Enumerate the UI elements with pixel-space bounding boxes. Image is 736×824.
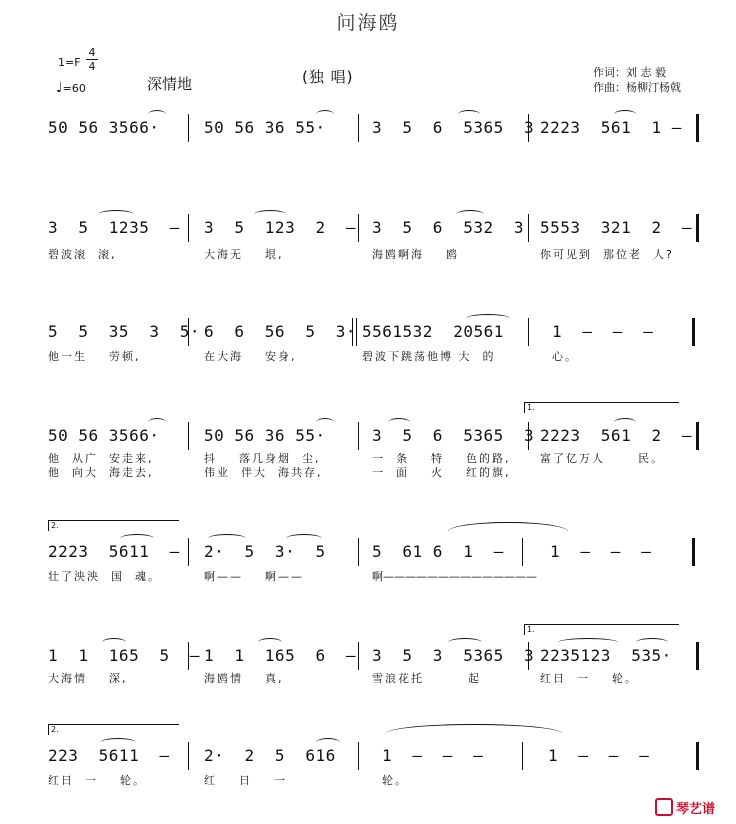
barline-end — [696, 742, 699, 770]
tempo-value: =60 — [62, 82, 86, 95]
measure: 3 5 1235 – — [48, 218, 180, 237]
composer-credit: 作曲：杨柳汀杨戟 — [593, 81, 681, 94]
slur — [208, 534, 246, 543]
measure: 223 5611 – — [48, 746, 170, 765]
expression-mark: 深情地 — [147, 75, 193, 93]
lyric-line: 壮了泱泱 国 魂。 — [48, 570, 161, 583]
barline — [528, 318, 529, 346]
slur — [558, 638, 618, 647]
lyric-line: 心。 — [552, 350, 578, 363]
lyric-line: 他 从广 安走来, — [48, 452, 154, 465]
barline — [358, 538, 359, 566]
barline — [188, 214, 189, 242]
lyric-line: 富了亿万人 民。 — [540, 452, 664, 465]
lyric-line: 大海无 垠, — [204, 248, 284, 261]
measure: 2235123 535· — [540, 646, 672, 665]
measure: 50 56 3566· — [48, 118, 160, 137]
measure: 3 5 6 532 3 — [372, 218, 524, 237]
barline — [188, 538, 189, 566]
measure: 2· 5 3· 5 — [204, 542, 326, 561]
lyric-line: 碧波滚 滚, — [48, 248, 117, 261]
lyric-line: 一 面 火 红的旗, — [372, 466, 511, 479]
barline — [188, 742, 189, 770]
slur — [316, 110, 334, 119]
measure: 50 56 36 55· — [204, 426, 326, 445]
barline-end — [692, 318, 695, 346]
slur — [254, 210, 286, 219]
slur — [448, 522, 568, 541]
measure: 1 – – – — [548, 746, 650, 765]
slur — [636, 638, 668, 647]
slur — [458, 110, 480, 119]
barline-end — [696, 642, 699, 670]
barline — [358, 114, 359, 142]
tempo-mark — [56, 80, 86, 96]
barline — [358, 214, 359, 242]
lyric-line: 红日 一 轮。 — [48, 774, 146, 787]
slur — [316, 738, 340, 747]
lyric-line: 碧波下跳荡他博 大 的 — [362, 350, 496, 363]
lyric-line: 一 条 特 色的路, — [372, 452, 511, 465]
barline-end — [696, 214, 699, 242]
lyric-line: 伟业 伴大 海共存, — [204, 466, 323, 479]
slur — [102, 638, 126, 647]
slur — [386, 724, 562, 743]
song-title: 问海鸥 — [336, 12, 400, 34]
measure: 2223 5611 – — [48, 542, 180, 561]
slur — [466, 314, 510, 323]
lyricist-credit: 作词：刘 志 毅 — [593, 66, 666, 79]
barline — [358, 422, 359, 450]
lyric-line: 大海情 深, — [48, 672, 128, 685]
barline — [522, 538, 523, 566]
barline — [528, 214, 529, 242]
key-signature: 1=F — [58, 56, 81, 69]
lyric-line: 轮。 — [382, 774, 408, 787]
slur — [448, 638, 482, 647]
barline-end — [692, 538, 695, 566]
measure: 1 – – – — [550, 542, 652, 561]
slur — [98, 210, 134, 219]
slur — [120, 534, 154, 543]
slur — [148, 110, 166, 119]
measure: 50 56 36 55· — [204, 118, 326, 137]
lyric-line: 海鸥情 真, — [204, 672, 284, 685]
lyric-line: 他 向大 海走去, — [48, 466, 154, 479]
slur — [316, 418, 334, 427]
slur — [286, 534, 322, 543]
measure: 2223 561 1 – — [540, 118, 682, 137]
slur — [614, 418, 636, 427]
time-top: 4 — [88, 46, 96, 59]
lyric-line: 海鸥啊海 鸥 — [372, 248, 459, 261]
measure: 3 5 3 5365 3 — [372, 646, 535, 665]
quarter-note-icon: ♩ — [56, 80, 63, 96]
watermark-text: 琴艺谱 — [676, 802, 716, 817]
measure: 5553 321 2 – — [540, 218, 692, 237]
performance-type: (独 唱) — [302, 68, 354, 86]
measure: 3 5 123 2 – — [204, 218, 356, 237]
barline — [358, 642, 359, 670]
lyric-line: 啊—— 啊—— — [204, 570, 304, 583]
lyric-line: 雪浪花托 起 — [372, 672, 481, 685]
volta-bracket: 2. — [48, 724, 179, 735]
volta-bracket: 2. — [48, 520, 179, 531]
lyric-line: 红 日 一 — [204, 774, 287, 787]
barline — [188, 422, 189, 450]
barline-end — [696, 114, 699, 142]
logo-icon — [655, 798, 673, 816]
measure: 3 5 6 5365 3 — [372, 426, 535, 445]
lyric-line: 红日 一 轮。 — [540, 672, 638, 685]
slur — [258, 638, 282, 647]
time-signature — [86, 46, 98, 73]
measure: 2223 561 2 – — [540, 426, 692, 445]
measure: 6 6 56 5 3· — [204, 322, 356, 341]
slur — [100, 738, 136, 747]
barline — [358, 742, 359, 770]
measure: 5561532 20561 — [362, 322, 504, 341]
lyric-line: 抖 落几身烟 尘, — [204, 452, 321, 465]
barline-end — [696, 422, 699, 450]
measure: 1 – – – — [382, 746, 484, 765]
lyric-line: 他一生 劳顿, — [48, 350, 141, 363]
slur — [388, 418, 410, 427]
lyric-line: 你可见到 那位老 人? — [540, 248, 674, 261]
measure: 50 56 3566· — [48, 426, 160, 445]
measure: 5 61 6 1 – — [372, 542, 504, 561]
lyric-line: 啊—————————————— — [372, 570, 537, 583]
lyric-line: 在大海 安身, — [204, 350, 297, 363]
measure: 2· 2 5 616 — [204, 746, 336, 765]
measure: 1 1 165 5 – — [48, 646, 200, 665]
slur — [148, 418, 166, 427]
time-bottom: 4 — [88, 60, 96, 73]
volta-bracket: 1. — [524, 624, 679, 635]
measure: 1 1 165 6 – — [204, 646, 356, 665]
barline — [188, 114, 189, 142]
slur — [614, 110, 636, 119]
volta-bracket: 1. — [524, 402, 679, 413]
barline — [356, 318, 357, 346]
measure: 3 5 6 5365 3 — [372, 118, 535, 137]
measure: 5 5 35 3 5· — [48, 322, 200, 341]
measure: 1 – – – — [552, 322, 654, 341]
watermark-logo — [655, 798, 715, 817]
barline — [522, 742, 523, 770]
slur — [456, 210, 484, 219]
